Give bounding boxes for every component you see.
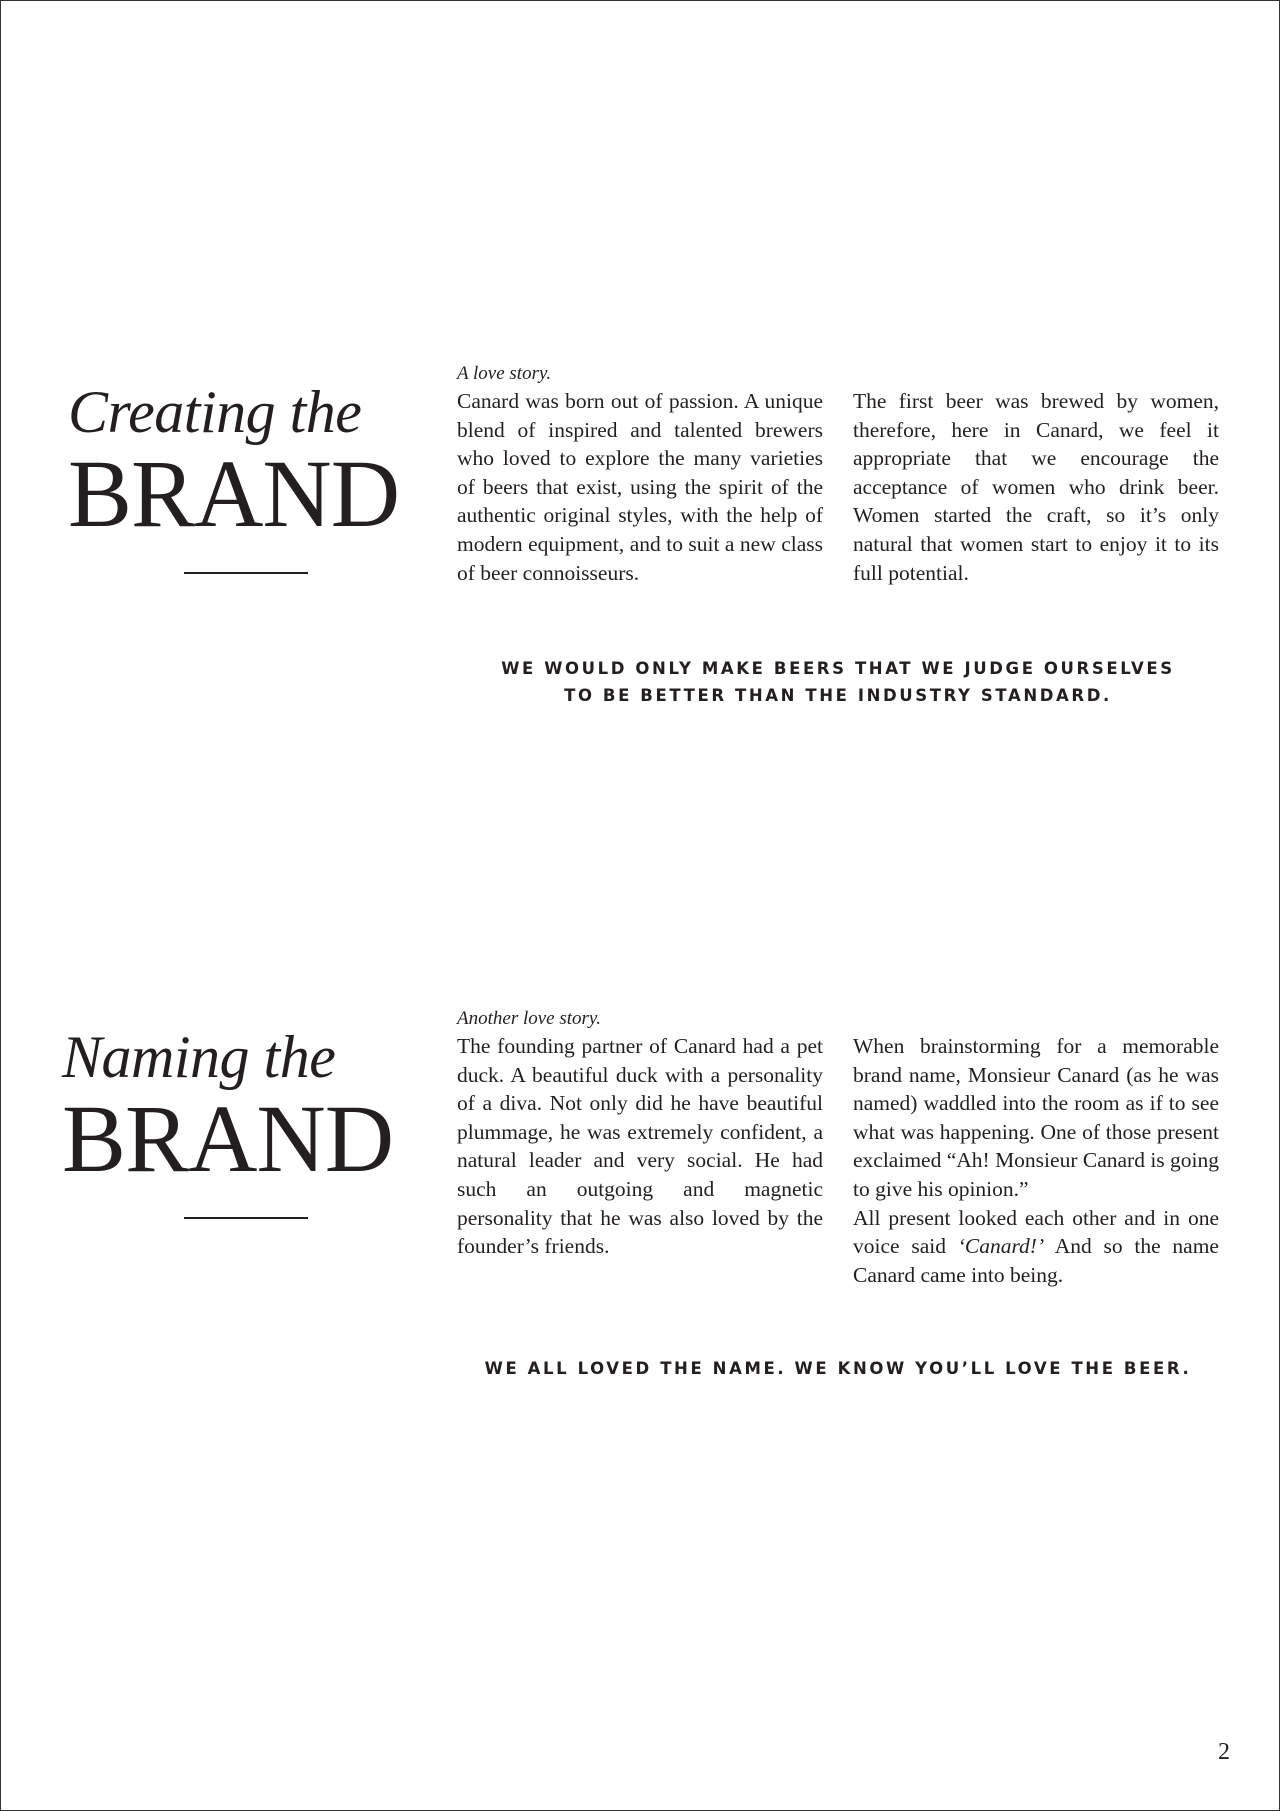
- body-column-left: [457, 387, 823, 587]
- tagline-line: TO BE BETTER THAN THE INDUSTRY STANDARD.: [564, 686, 1112, 705]
- body-paragraph: The first beer was brewed by women, therefore, here in Canard, we feel it appropriate that we encourage the acceptance of women who drink beer. Women started the craft, so it’s only natural that women start to enjoy it to its full potential.: [853, 389, 1219, 585]
- body-paragraph: When brainstorming for a memorable brand name, Monsieur Canard (as he was named) waddled into the room as if to see what was happening. One of those present exclaimed “Ah! Monsieur Canard is going to give his opinion.”: [853, 1034, 1220, 1201]
- quoted-name: ‘Canard!’: [957, 1234, 1045, 1259]
- section-tagline: [457, 655, 1219, 709]
- section-tagline: [457, 1355, 1219, 1382]
- body-paragraph: Canard was born out of passion. A unique blend of inspired and talented brewers who loved to explore the many varieties of beers that exist, using the spirit of the authentic original styles, with the help of modern equipment, and to suit a new class of beer connoisseurs.: [457, 389, 823, 585]
- heading-underline-divider: [184, 572, 308, 574]
- section-heading: [62, 1024, 432, 1192]
- section-intro: Another love story.: [457, 1008, 602, 1029]
- body-paragraph: [853, 1204, 1219, 1290]
- tagline-line: WE ALL LOVED THE NAME. WE KNOW YOU’LL LOVE THE BEER.: [484, 1359, 1192, 1378]
- heading-underline-divider: [184, 1217, 308, 1219]
- heading-script-text: Creating the: [68, 379, 362, 445]
- tagline-line: WE WOULD ONLY MAKE BEERS THAT WE JUDGE OURSELVES: [501, 659, 1175, 678]
- section-heading: [68, 379, 438, 547]
- body-column-left: [457, 1032, 823, 1261]
- body-paragraph: The founding partner of Canard had a pet duck. A beautiful duck with a personality of a diva. Not only did he have beautiful plummage, he was extremely confident, a natural leader and very social. He had such an outgoing and magnetic personality that he was also loved by the founder’s friends.: [457, 1034, 823, 1259]
- heading-script-text: Naming the: [62, 1024, 336, 1090]
- paragraph-text: All present looked each other and in one voice said: [853, 1205, 1219, 1259]
- body-column-right: [853, 1032, 1219, 1289]
- paragraph-text: And so the name Canard came into being.: [853, 1234, 1219, 1287]
- section-intro: A love story.: [457, 363, 552, 384]
- heading-brand-text: BRAND: [68, 440, 400, 547]
- body-column-right: [853, 387, 1219, 587]
- heading-brand-text: BRAND: [62, 1085, 394, 1192]
- page-number: 2: [1218, 1739, 1230, 1765]
